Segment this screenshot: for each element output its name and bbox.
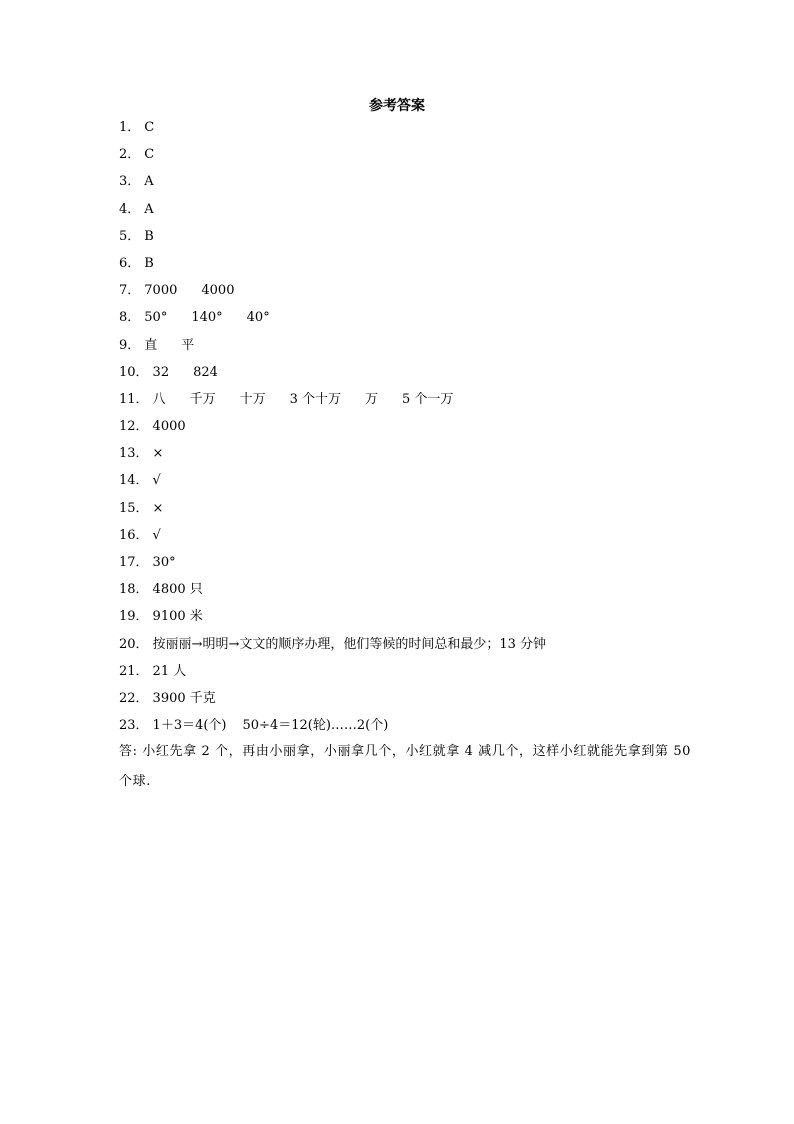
- answer-value: B: [144, 255, 154, 271]
- answer-row-8: [119, 304, 699, 331]
- answer-number: 14．: [119, 473, 149, 489]
- answer-number: 7．: [119, 283, 141, 299]
- answer-value: 按丽丽→明明→文文的顺序办理，他们等候的时间总和最少；13 分钟: [152, 636, 547, 652]
- answer-row-9: [119, 332, 699, 359]
- answer-number: 2．: [119, 147, 141, 163]
- answer-row-21: [119, 658, 699, 685]
- answer-row-16: [119, 522, 699, 549]
- answer-number: 3．: [119, 174, 141, 190]
- answer-number: 6．: [119, 255, 141, 271]
- answer-row-14: [119, 467, 699, 494]
- answer-number: 1．: [119, 120, 141, 135]
- answer-number: 18．: [119, 582, 149, 598]
- page-title: 参考答案: [369, 98, 425, 114]
- answer-value: 5 个一万: [402, 391, 454, 407]
- answer-number: 16．: [119, 527, 149, 543]
- answer-value: A: [144, 174, 154, 190]
- answer-number: 9．: [119, 337, 141, 353]
- answer-list: [119, 114, 699, 739]
- answer-value: 1＋3＝4(个): [152, 718, 227, 734]
- answer-value: C: [144, 120, 155, 135]
- answer-value: 十万: [239, 391, 266, 407]
- answer-row-3: [119, 168, 699, 195]
- answer-row-20: [119, 631, 699, 658]
- answer-row-12: [119, 413, 699, 440]
- answer-number: 23．: [119, 718, 149, 734]
- answer-value: 4000: [152, 419, 186, 435]
- answer-value: 824: [193, 364, 218, 380]
- answer-row-18: [119, 576, 699, 603]
- answer-explanation: 答: 小红先拿 2 个，再由小丽拿，小丽拿几个，小红就拿 4 减几个，这样小红就能先拿到第 50 个球.: [119, 744, 692, 789]
- answer-value: 万: [365, 391, 379, 407]
- answer-row-2: [119, 141, 699, 168]
- answer-value: √: [152, 473, 161, 489]
- answer-row-15: [119, 495, 699, 522]
- answer-number: 20．: [119, 636, 149, 652]
- answer-number: 19．: [119, 609, 149, 625]
- answer-value: 八: [152, 391, 166, 407]
- answer-number: 8．: [119, 310, 141, 326]
- answer-row-23: [119, 712, 699, 739]
- answer-value: 3900 千克: [152, 690, 216, 706]
- answer-row-6: [119, 250, 699, 277]
- answer-value: A: [144, 201, 154, 217]
- answer-number: 15．: [119, 500, 149, 516]
- answer-number: 4．: [119, 201, 141, 217]
- answer-value: 平: [181, 337, 195, 353]
- answer-row-13: [119, 440, 699, 467]
- answer-value: 7000: [144, 283, 178, 299]
- answer-value: ×: [152, 446, 164, 462]
- answer-value: B: [144, 228, 154, 244]
- answer-number: 10．: [119, 364, 149, 380]
- answer-value: 50÷4＝12(轮)……2(个): [242, 718, 389, 734]
- answer-value: 50°: [144, 310, 168, 326]
- answer-row-17: [119, 549, 699, 576]
- answer-number: 11．: [119, 391, 149, 407]
- answer-row-19: [119, 603, 699, 630]
- answer-value: 4000: [201, 283, 235, 299]
- answer-row-1: [119, 114, 699, 141]
- answer-number: 22．: [119, 690, 149, 706]
- answer-value: 千万: [189, 391, 216, 407]
- answer-row-5: [119, 223, 699, 250]
- answer-row-7: [119, 277, 699, 304]
- answer-row-10: [119, 359, 699, 386]
- answer-value: √: [152, 527, 161, 543]
- answer-number: 17．: [119, 555, 149, 570]
- answer-value: C: [144, 147, 155, 163]
- answer-row-11: [119, 386, 699, 413]
- answer-row-22: [119, 685, 699, 712]
- answer-value: ×: [152, 500, 164, 516]
- answer-row-4: [119, 196, 699, 223]
- answer-number: 13．: [119, 446, 149, 462]
- answer-value: 直: [144, 337, 158, 353]
- answer-number: 21．: [119, 663, 149, 679]
- answer-value: 3 个十万: [289, 391, 341, 407]
- answer-value: 9100 米: [152, 609, 203, 625]
- answer-value: 21 人: [152, 663, 187, 679]
- answer-value: 40°: [246, 310, 270, 326]
- answer-value: 32: [152, 364, 170, 380]
- answer-number: 5．: [119, 228, 141, 244]
- answer-value: 4800 只: [152, 582, 203, 598]
- answer-number: 12．: [119, 419, 149, 435]
- answer-value: 140°: [191, 310, 223, 326]
- answer-value: 30°: [152, 555, 176, 570]
